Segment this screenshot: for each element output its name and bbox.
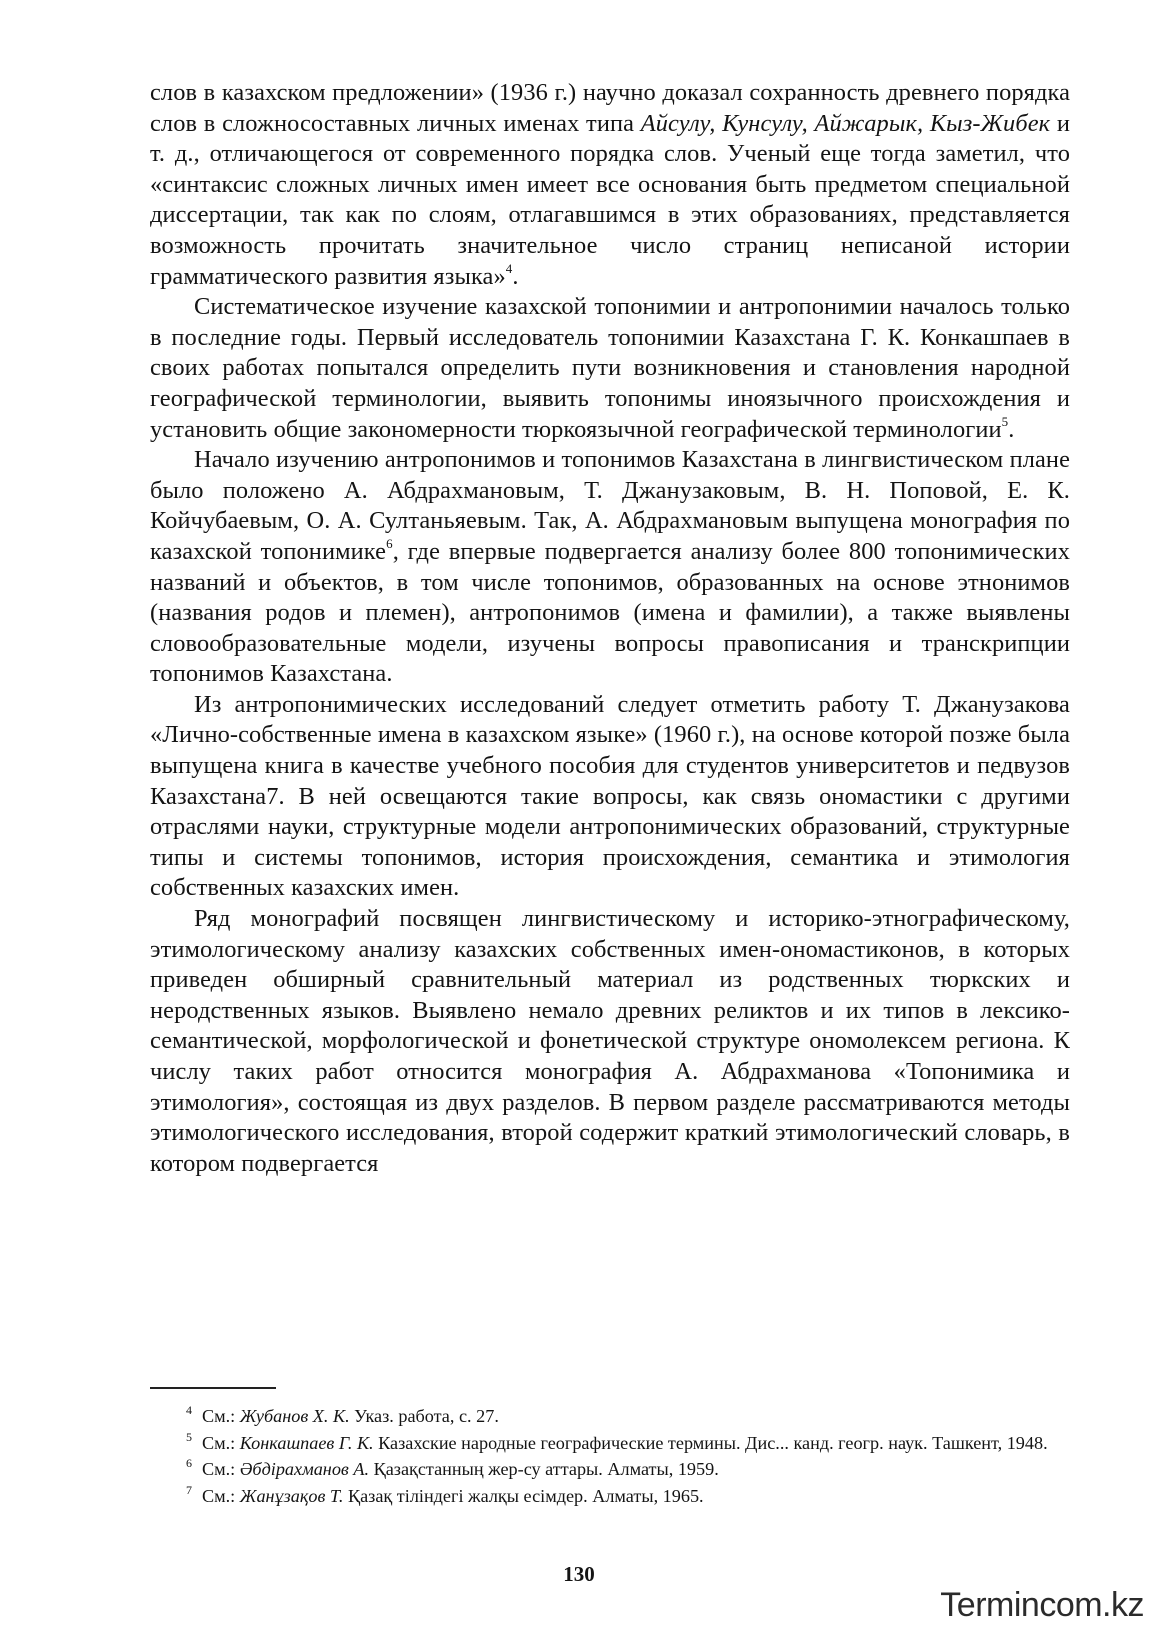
text-run: слов в казахском предложении» (1936 г.) научно доказал сохранность древнего порядка слов в сложносоставных личных именах типа (150, 79, 1070, 137)
footnote (136, 1483, 1070, 1510)
footnotes (136, 1403, 1070, 1509)
text-run: , где впервые подвергается анализу более 800 топонимических названий и объектов, в том числе топонимов, образованных на основе этнонимов (названия родов и племен), антропонимов (имена и фамилии), а также выявлены словообразовательные модели, изучены вопросы правописания и транскрипции топонимов Казахстана. (150, 537, 1070, 688)
footnote-number: 5 (186, 1429, 192, 1444)
footnote-author: Жанұзақов Т. (239, 1485, 344, 1506)
footnote-source: Қазақстанның жер-су аттары. Алматы, 1959. (369, 1459, 719, 1479)
paragraph (150, 690, 1070, 904)
footnote-prefix: См.: (202, 1485, 240, 1506)
footnote (136, 1430, 1070, 1457)
text-run: Начало изучению антропонимов и топонимов Казахстана в лингвистическом плане было положено А. Абдрахмановым, Т. Джанузаковым, В. Н. Поповой, Е. К. Койчубаевым, О. А. Султаньяевым. Так, А. Абдрахмановым выпущена монография по казахской топонимике (150, 446, 1070, 565)
text-run: . (1008, 415, 1015, 443)
footnote-ref: 5 (1001, 413, 1009, 429)
footnote-author: Жубанов Х. К. (239, 1406, 350, 1426)
footnote-number: 4 (186, 1403, 192, 1417)
text-run: . (512, 262, 519, 290)
footnote-divider (150, 1387, 276, 1389)
text-run: и т. д., отличающегося от современного порядка слов. Ученый еще тогда заметил, что «синтаксис сложных личных имен имеет все основания быть предметом специальной диссертации, так как по слоям, отлагавшимся в этих образованиях, представляется возможность прочитать значительное число страниц неписаной истории грамматического развития языка» (150, 109, 1070, 290)
footnote-source: Казахские народные географические термины. Дис... канд. геогр. наук. Ташкент, 1948. (373, 1432, 1048, 1453)
footnote (136, 1403, 1070, 1430)
text-run: Из антропонимических исследований следует отметить работу Т. Джанузакова «Лично-собственные имена в казахском языке» (1960 г.), на основе которой позже была выпущена книга в качестве учебного пособия для студентов университетов и педвузов Казахстана7. В ней освещаются такие вопросы, как связь ономастики с другими отраслями науки, структурные модели антропонимических образований, структурные типы и системы топонимов, история происхождения, семантика и этимология собственных казахских имен. (150, 690, 1070, 902)
watermark-logo: Termincom.kz (940, 1586, 1144, 1624)
text-run: Систематическое изучение казахской топонимии и антропонимии началось только в последние годы. Первый исследователь топонимии Казахстана Г. К. Конкашпаев в своих работах попытался определить пути возникновения и становления народной географической терминологии, выявить топонимы иноязычного происхождения и установить общие закономерности тюркоязычной географической терминологии (150, 293, 1070, 443)
footnote-source: Указ. работа, с. 27. (349, 1406, 499, 1426)
text-run: Ряд монографий посвящен лингвистическому и историко-этнографическому, этимологическому анализу казахских собственных имен-ономастиконов, в которых приведен обширный сравнительный материал из родственных тюркских и неродственных языков. Выявлено немало древних реликтов и их типов в лексико-семантической, морфологической и фонетической структуре ономолексем региона. К числу таких работ относится монография А. Абдрахманова «Топонимика и этимология», состоящая из двух разделов. В первом разделе рассматриваются методы этимологического исследования, второй содержит краткий этимологический словарь, в котором подвергается (150, 905, 1070, 1177)
paragraph (150, 445, 1070, 690)
footnote-ref: 6 (386, 535, 393, 551)
footnote-number: 7 (186, 1482, 192, 1497)
paragraph (150, 292, 1070, 445)
paragraph (150, 904, 1070, 1179)
paragraph (150, 78, 1070, 292)
footnote-author: Конкашпаев Г. К. (239, 1432, 374, 1453)
text-run: Айсулу, Кунсулу, Айжарык, Кыз-Жибек (640, 109, 1051, 137)
footnote-author: Әбдірахманов А. (239, 1459, 370, 1479)
footnote-prefix: См.: (202, 1459, 240, 1479)
footnote-source: Қазақ тіліндегі жалқы есімдер. Алматы, 1965. (343, 1485, 704, 1506)
footnote (136, 1456, 1070, 1483)
footnote-ref: 4 (505, 260, 513, 276)
page-number: 130 (563, 1562, 595, 1586)
footnote-prefix: См.: (202, 1432, 240, 1453)
footnote-prefix: См.: (202, 1406, 240, 1426)
footnote-number: 6 (186, 1456, 192, 1470)
page-body (150, 78, 1070, 1179)
main-text (150, 78, 1070, 1179)
